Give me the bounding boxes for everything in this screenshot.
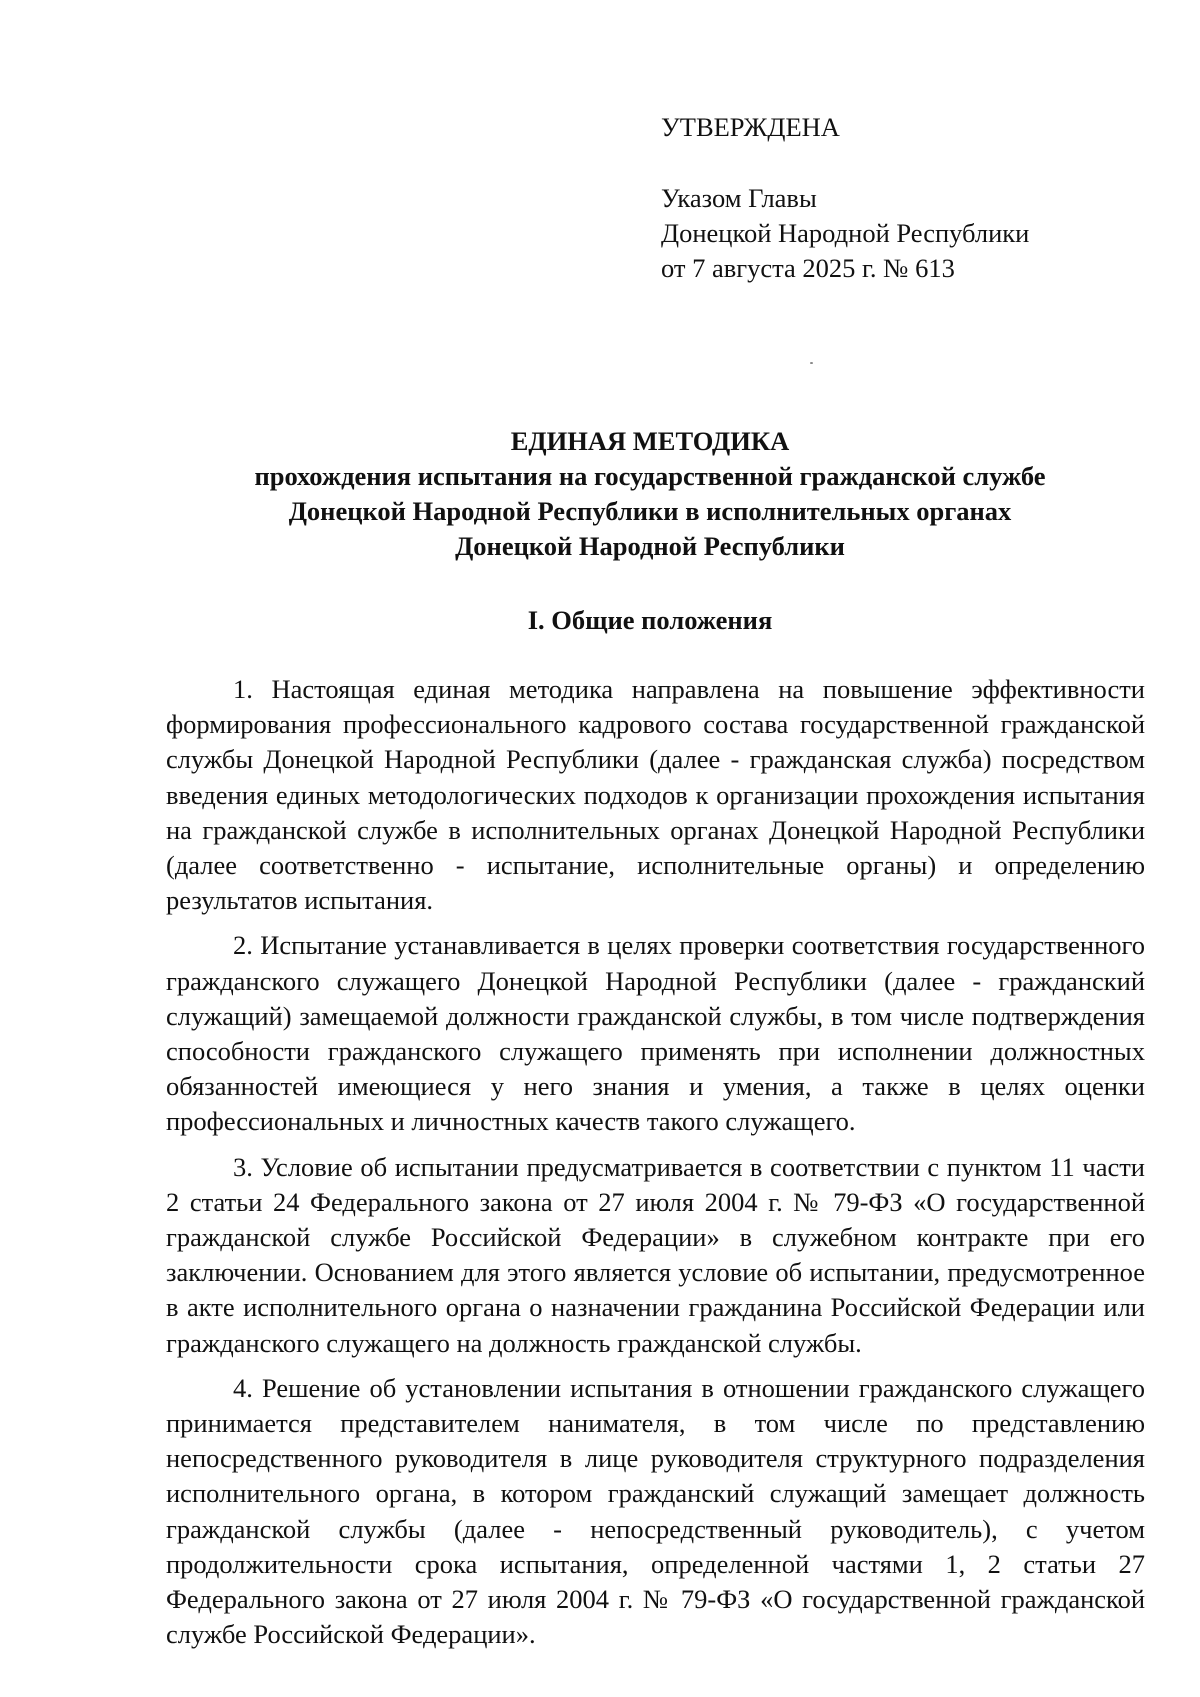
approval-line: Указом Главы [661, 183, 817, 213]
approval-stamp: УТВЕРЖДЕНА [661, 112, 840, 142]
approval-line: Донецкой Народной Республики [661, 218, 1030, 248]
scan-speck [810, 362, 813, 364]
approval-block [661, 110, 1101, 286]
document-body [166, 672, 1145, 1662]
paragraph: 3. Условие об испытании предусматривается в соответствии с пунктом 11 части 2 статьи 24 Федерального закона от 27 июля 2004 г. № 79-ФЗ «О государственной гражданской службе Российской Федерации» в служебном контракте при его заключении. Основанием для этого является условие об испытании, предусмотренное в акте исполнительного органа о назначении гражданина Российской Федерации или гражданского служащего на должность гражданской службы. [166, 1151, 1145, 1358]
approval-line: от 7 августа 2025 г. № 613 [661, 253, 955, 283]
title-line: прохождения испытания на государственной гражданской службе [254, 461, 1046, 491]
title-line: Донецкой Народной Республики [455, 531, 845, 561]
title-line: Донецкой Народной Республики в исполнительных органах [288, 496, 1012, 526]
title-line: ЕДИНАЯ МЕТОДИКА [510, 426, 790, 456]
paragraph: 1. Настоящая единая методика направлена на повышение эффективности формирования профессионального кадрового состава государственной гражданской службы Донецкой Народной Республики (далее - гражданская служба) посредством введения единых методологических подходов к организации прохождения испытания на гражданской службе в исполнительных органах Донецкой Народной Республики (далее соответственно - испытание, исполнительные органы) и определению результатов испытания. [166, 674, 1145, 916]
paragraph: 2. Испытание устанавливается в целях проверки соответствия государственного гражданского служащего Донецкой Народной Республики (далее - гражданский служащий) замещаемой должности гражданской службы, в том числе подтверждения способности гражданского служащего применять при исполнении должностных обязанностей имеющиеся у него знания и умения, а также в целях оценки профессиональных и личностных качеств такого служащего. [166, 930, 1145, 1137]
document-title [160, 424, 1140, 564]
paragraph: 4. Решение об установлении испытания в отношении гражданского служащего принимается представителем нанимателя, в том числе по представлению непосредственного руководителя в лице руководителя структурного подразделения исполнительного органа, в котором гражданский служащий замещает должность гражданской службы (далее - непосредственный руководитель), с учетом продолжительности срока испытания, определенной частями 1, 2 статьи 27 Федерального закона от 27 июля 2004 г. № 79-ФЗ «О государственной гражданской службе Российской Федерации». [166, 1372, 1145, 1650]
section-heading: I. Общие положения [527, 605, 773, 635]
